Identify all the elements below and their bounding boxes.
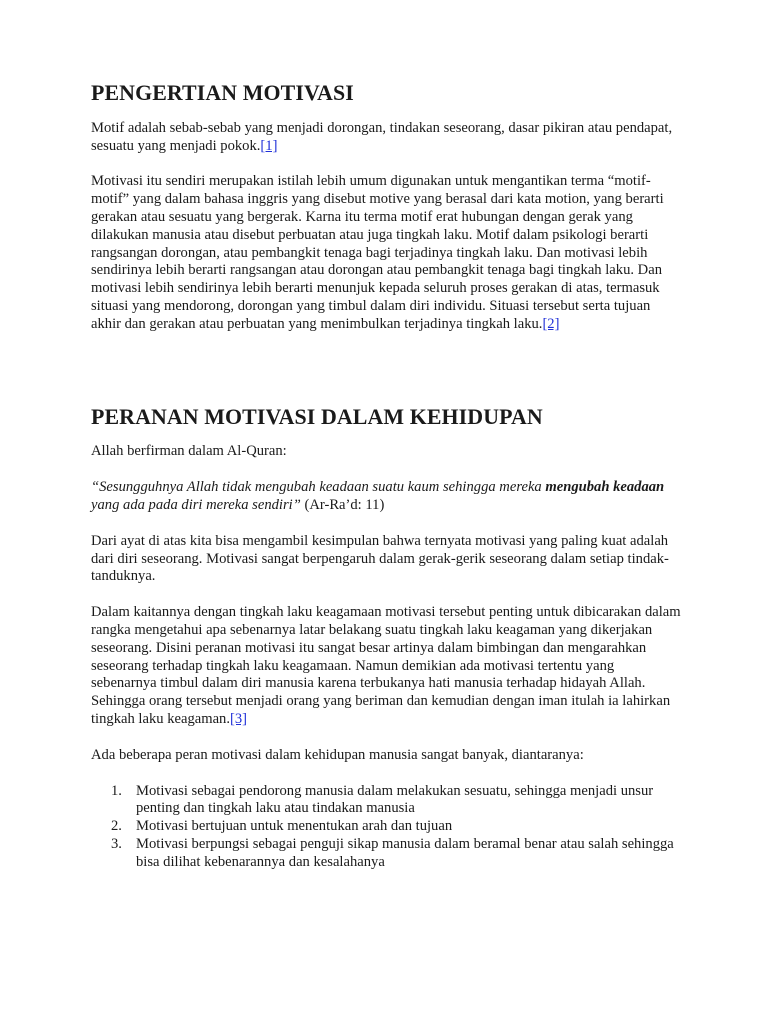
paragraph-kesimpulan: Dari ayat di atas kita bisa mengambil kesimpulan bahwa ternyata motivasi yang paling kuat adalah dari diri seseorang. Motivasi sangat berpengaruh dalam gerak-gerik seseorang dalam setiap tindak-tanduknya. [91, 532, 669, 585]
paragraph-intro: Allah berfirman dalam Al-Quran: [91, 443, 287, 460]
section-heading-peranan: PERANAN MOTIVASI DALAM KEHIDUPAN [91, 403, 543, 429]
list-item [91, 818, 681, 836]
paragraph-text: Motivasi itu sendiri merupakan istilah lebih umum digunakan untuk mengantikan terma “motif-motif” yang dalam bahasa inggris yang disebut motive yang berasal dari kata motion, yang berarti gerakan atau sesuatu yang bergerak. Karna itu terma motif erat hubungan dengan gerak yang dilakukan manusia atau disebut perbuatan atau juga tingkah laku. Motif dalam psikologi berarti rangsangan dorongan, atau pembangkit tenaga bagi terjadinya tingkah laku. Dan motivasi lebih sendirinya lebih berarti rangsangan atau dorongan atau pembangkit tenaga bagi tingkah laku. Dan motivasi lebih sendirinya lebih berarti menunjuk kepada seluruh proses gerakan di atas, termasuk situasi yang mendorong, dorongan yang timbul dalam diri individu. Situasi tersebut serta tujuan akhir dan gerakan atau perbuatan yang menimbulkan terjadinya tingkah laku. [91, 173, 664, 332]
paragraph-keagamaan [91, 604, 681, 729]
paragraph-text: Dalam kaitannya dengan tingkah laku keagamaan motivasi tersebut penting untuk dibicarakan dalam rangka mengetahui apa sebenarnya latar belakang suatu tingkah laku keagaman yang dikerjakan seseorang. Disini peranan motivasi itu sangat besar artinya dalam bimbingan dan mengarahkan seseorang terhadap tingkah laku keagamaan. Namun demikian ada motivasi tertentu yang sebenarnya timbul dalam diri manusia karena terbukanya hati manusia terhadap hidayah Allah. Sehingga orang tersebut menjadi orang yang beriman dan kemudian dengan iman itulah ia lahirkan tingkah laku keagaman. [91, 604, 681, 727]
paragraph-list-intro: Ada beberapa peran motivasi dalam kehidupan manusia sangat banyak, diantaranya: [91, 746, 584, 763]
list-number: 2. [111, 818, 122, 835]
paragraph-motivasi-definition [91, 173, 681, 333]
quote-bold: mengubah keadaan [545, 479, 665, 496]
list-text: Motivasi bertujuan untuk menentukan arah dan tujuan [136, 818, 453, 835]
list-text: Motivasi sebagai pendorong manusia dalam melakukan sesuatu, sehingga menjadi unsur penting dan tingkah laku atau tindakan manusia [136, 782, 654, 817]
list-text: Motivasi berpungsi sebagai penguji sikap manusia dalam beramal benar atau salah sehingga bisa dilihat kebenarannya dan kesalahanya [136, 835, 674, 870]
quote-ayat [91, 479, 681, 515]
document-page [91, 80, 681, 872]
footnote-link-3[interactable]: [3] [230, 710, 248, 727]
list-number: 1. [111, 782, 122, 799]
list-item [91, 836, 681, 872]
list-item [91, 783, 681, 819]
paragraph-motif-definition [91, 120, 681, 156]
section-heading-pengertian: PENGERTIAN MOTIVASI [91, 80, 354, 105]
list-number: 3. [111, 835, 122, 852]
quote-part-2: yang ada pada diri mereka sendiri” [91, 496, 301, 513]
peran-motivasi-list [91, 783, 681, 872]
footnote-link-2[interactable]: [2] [542, 315, 560, 332]
quote-part-1: “Sesungguhnya Allah tidak mengubah keadaan suatu kaum sehingga mereka [91, 479, 546, 496]
quote-source: (Ar-Ra’d: 11) [300, 496, 385, 513]
footnote-link-1[interactable]: [1] [260, 137, 278, 154]
paragraph-text: Motif adalah sebab-sebab yang menjadi dorongan, tindakan seseorang, dasar pikiran atau pendapat, sesuatu yang menjadi pokok. [91, 119, 673, 154]
